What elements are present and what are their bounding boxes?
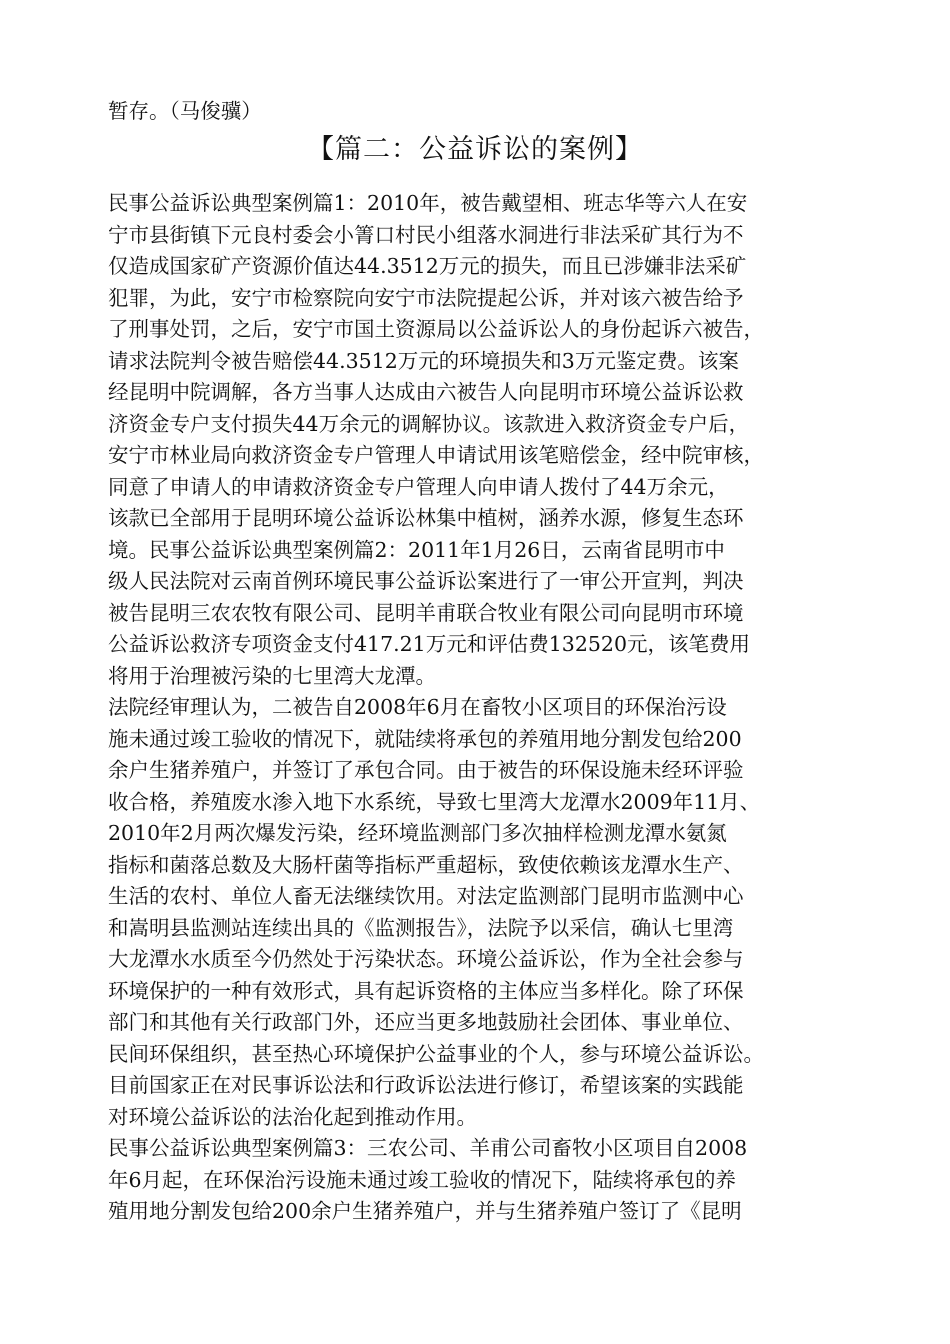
document-body [108, 188, 838, 1228]
text-line: 年6月起，在环保治污设施未通过竣工验收的情况下，陆续将承包的养 [108, 1167, 737, 1192]
text-line: 经昆明中院调解，各方当事人达成由六被告人向昆明市环境公益诉讼救 [108, 380, 744, 404]
text-line: 目前国家正在对民事诉讼法和行政诉讼法进行修订，希望该案的实践能 [108, 1073, 744, 1097]
text-line: 民事公益诉讼典型案例篇3：三农公司、羊甫公司畜牧小区项目自2008 [108, 1136, 748, 1160]
text-line: 大龙潭水水质至今仍然处于污染状态。环境公益诉讼，作为全社会参与 [108, 947, 744, 971]
text-line: 民间环保组织，甚至热心环境保护公益事业的个人，参与环境公益诉讼。 [108, 1041, 764, 1066]
text-line: 指标和菌落总数及大肠杆菌等指标严重超标，致使依赖该龙潭水生产、 [108, 852, 744, 877]
text-line: 部门和其他有关行政部门外，还应当更多地鼓励社会团体、事业单位、 [108, 1010, 744, 1034]
text-line: 该款已全部用于昆明环境公益诉讼林集中植树，涵养水源，修复生态环 [108, 506, 744, 530]
paragraph [108, 1133, 838, 1228]
text-line: 同意了申请人的申请救济资金专户管理人向申请人拨付了44万余元， [108, 474, 729, 499]
text-line: 法院经审理认为，二被告自2008年6月在畜牧小区项目的环保治污设 [108, 695, 727, 719]
text-line: 收合格，养殖废水渗入地下水系统，导致七里湾大龙潭水2009年11月、 [108, 789, 761, 814]
text-line: 施未通过竣工验收的情况下，就陆续将承包的养殖用地分割发包给200 [108, 726, 742, 751]
text-line: 和嵩明县监测站连续出具的《监测报告》，法院予以采信，确认七里湾 [108, 915, 734, 940]
text-line: 被告昆明三农农牧有限公司、昆明羊甫联合牧业有限公司向昆明市环境 [108, 600, 744, 625]
paragraph [108, 692, 838, 1133]
text-line: 济资金专户支付损失44万余元的调解协议。该款进入救济资金专户后， [108, 411, 750, 436]
text-line: 余户生猪养殖户，并签订了承包合同。由于被告的环保设施未经环评验 [108, 758, 744, 782]
lead-line: 暂存。（马俊骥） [108, 99, 262, 123]
text-line: 将用于治理被污染的七里湾大龙潭。 [108, 663, 436, 688]
text-line: 仅造成国家矿产资源价值达44.3512万元的损失，而且已涉嫌非法采矿 [108, 254, 747, 278]
section-title: 【篇二：公益诉讼的案例】 [307, 134, 643, 165]
text-line: 对环境公益诉讼的法治化起到推动作用。 [108, 1104, 477, 1129]
text-line: 2010年2月两次爆发污染，经环境监测部门多次抽样检测龙潭水氨氮 [108, 821, 727, 845]
text-line: 安宁市林业局向救济资金专户管理人申请试用该笔赔偿金，经中院审核， [108, 443, 764, 467]
text-line: 环境保护的一种有效形式，具有起诉资格的主体应当多样化。除了环保 [108, 978, 744, 1003]
text-line: 民事公益诉讼典型案例篇1：2010年，被告戴望相、班志华等六人在安 [108, 191, 748, 215]
text-line: 殖用地分割发包给200余户生猪养殖户，并与生猪养殖户签订了《昆明 [108, 1199, 742, 1223]
text-line: 宁市县街镇下元良村委会小箐口村民小组落水洞进行非法采矿其行为不 [108, 222, 744, 247]
text-line: 境。民事公益诉讼典型案例篇2：2011年1月26日，云南省昆明市中 [108, 537, 725, 562]
text-line: 级人民法院对云南首例环境民事公益诉讼案进行了一审公开宣判，判决 [108, 569, 744, 593]
text-line: 了刑事处罚，之后，安宁市国土资源局以公益诉讼人的身份起诉六被告， [108, 317, 764, 341]
paragraph [108, 188, 838, 692]
text-line: 犯罪，为此，安宁市检察院向安宁市法院提起公诉，并对该六被告给予 [108, 285, 744, 310]
text-line: 请求法院判令被告赔偿44.3512万元的环境损失和3万元鉴定费。该案 [108, 348, 739, 373]
text-line: 生活的农村、单位人畜无法继续饮用。对法定监测部门昆明市监测中心 [108, 884, 744, 908]
text-line: 公益诉讼救济专项资金支付417.21万元和评估费132520元，该笔费用 [108, 632, 750, 656]
